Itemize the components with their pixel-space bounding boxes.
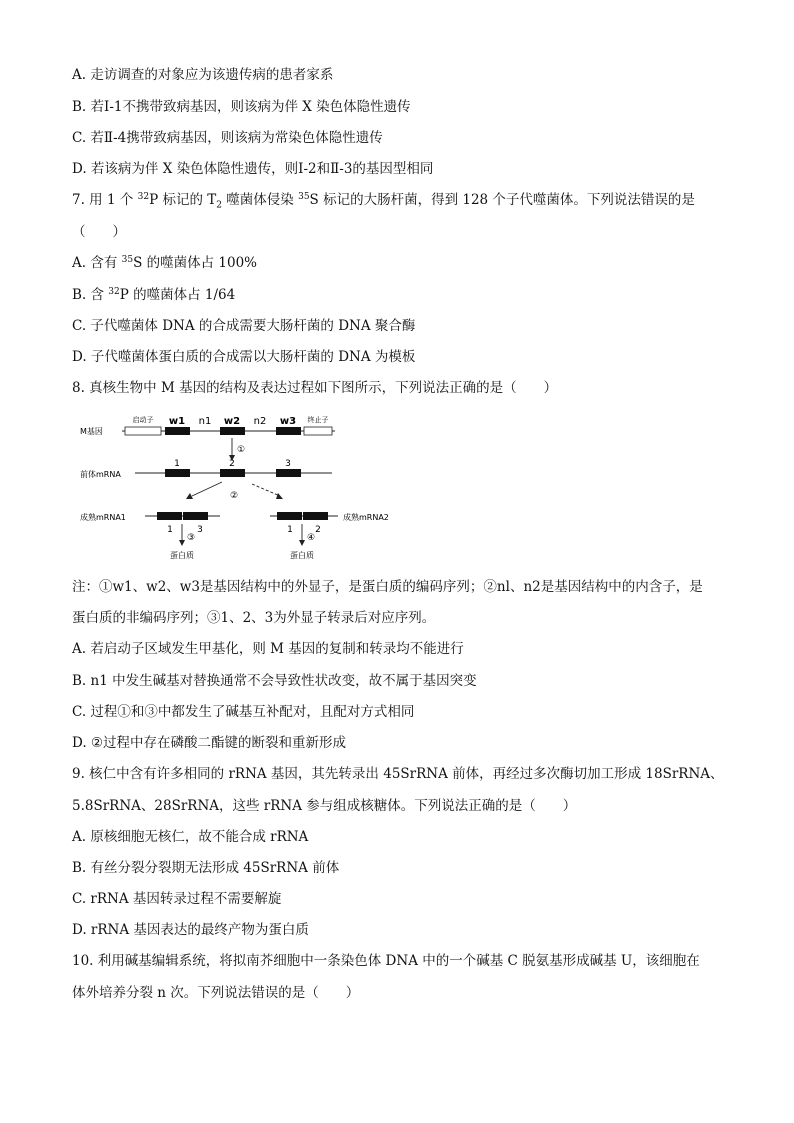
svg-text:3: 3: [197, 525, 203, 535]
protein2-label: 蛋白质: [290, 551, 314, 560]
svg-text:1: 1: [174, 459, 180, 469]
pre-exon-2: [220, 469, 245, 477]
w3-label: w3: [279, 416, 297, 427]
protein1-label: 蛋白质: [170, 551, 194, 560]
q7-option-b: B. 含 $^{32}$P 的噬菌体占 1/64: [72, 287, 236, 303]
promoter-label: 启动子: [132, 416, 154, 424]
q7-answer-paren: （ ）: [72, 224, 126, 240]
q8-note-line2: 蛋白质的非编码序列；③1、2、3为外显子转录后对应序列。: [72, 610, 436, 626]
q6-option-d: D. 若该病为伴 X 染色体隐性遗传，则Ⅰ-2和Ⅱ-3的基因型相同: [72, 161, 434, 177]
q7-option-a: A. 含有 $^{35}$S 的噬菌体占 100%: [72, 255, 258, 271]
q9-option-d: D. rRNA 基因表达的最终产物为蛋白质: [72, 922, 309, 938]
w1-label: w1: [168, 416, 186, 427]
m-gene-label: M基因: [80, 427, 103, 436]
svg-text:3: 3: [285, 459, 291, 469]
promoter-box: [125, 427, 161, 435]
n2-label: n2: [253, 416, 267, 427]
pre-mrna-label: 前体mRNA: [80, 470, 121, 479]
q8-option-d: D. ②过程中存在磷酸二酯键的断裂和重新形成: [72, 735, 347, 751]
exon-w2: [220, 427, 245, 435]
n1-label: n1: [198, 416, 212, 427]
step2-label: ②: [230, 491, 239, 501]
step1-label: ①: [237, 445, 246, 455]
q9-option-a: A. 原核细胞无核仁，故不能合成 rRNA: [72, 829, 309, 845]
w2-label: w2: [223, 416, 241, 427]
q7-option-c: C. 子代噬菌体 DNA 的合成需要大肠杆菌的 DNA 聚合酶: [72, 318, 416, 334]
pre-exon-1: [165, 469, 190, 477]
exon-w1: [165, 427, 190, 435]
step3-label: ③: [187, 533, 196, 543]
q6-option-b: B. 若Ⅰ-1不携带致病基因，则该病为伴 X 染色体隐性遗传: [72, 99, 411, 115]
q9-option-c: C. rRNA 基因转录过程不需要解旋: [72, 891, 282, 907]
svg-text:2: 2: [229, 459, 235, 469]
mature-mrna1-label: 成熟mRNA1: [80, 513, 126, 522]
q8-option-c: C. 过程①和③中都发生了碱基互补配对，且配对方式相同: [72, 704, 415, 720]
q8-option-a: A. 若启动子区域发生甲基化，则 M 基因的复制和转录均不能进行: [72, 641, 464, 657]
q7-option-d: D. 子代噬菌体蛋白质的合成需以大肠杆菌的 DNA 为模板: [72, 349, 416, 365]
step4-label: ④: [307, 533, 316, 543]
mature-mrna2-label: 成熟mRNA2: [343, 513, 389, 522]
q10-stem-line1: 10. 利用碱基编辑系统，将拟南芥细胞中一条染色体 DNA 中的一个碱基 C 脱氨基形成碱基 U，该细胞在: [72, 953, 700, 969]
terminator-box: [304, 427, 332, 435]
q6-option-c: C. 若Ⅱ-4携带致病基因，则该病为常染色体隐性遗传: [72, 130, 383, 146]
q9-stem-line2: 5.8SrRNA、28SrRNA，这些 rRNA 参与组成核糖体。下列说法正确的是（ ）: [72, 798, 577, 814]
q7-stem: 7. 用 1 个 $^{32}$P 标记的 $T_2$ 噬菌体侵染 $^{35}$S 标记的大肠杆菌，得到 128 个子代噬菌体。下列说法错误的是: [72, 192, 695, 211]
q8-stem: 8. 真核生物中 M 基因的结构及表达过程如下图所示，下列说法正确的是（ ）: [72, 380, 558, 396]
q10-stem-line2: 体外培养分裂 n 次。下列说法错误的是（ ）: [72, 985, 360, 1001]
gene-expression-figure: [80, 410, 410, 570]
q9-option-b: B. 有丝分裂分裂期无法形成 45SrRNA 前体: [72, 860, 340, 876]
svg-text:1: 1: [167, 525, 173, 535]
terminator-label: 终止子: [307, 416, 329, 424]
svg-text:2: 2: [315, 525, 321, 535]
q8-note-line1: 注：①w1、w2、w3是基因结构中的外显子，是蛋白质的编码序列；②nl、n2是基因结构中的内含子，是: [72, 579, 703, 595]
exon-w3: [276, 427, 301, 435]
svg-text:1: 1: [287, 525, 293, 535]
q6-option-a: A. 走访调查的对象应为该遗传病的患者家系: [72, 67, 334, 83]
pre-exon-3: [276, 469, 301, 477]
q9-stem-line1: 9. 核仁中含有许多相同的 rRNA 基因，其先转录出 45SrRNA 前体，再经过多次酶切加工形成 18SrRNA、: [72, 766, 724, 782]
q8-option-b: B. n1 中发生碱基对替换通常不会导致性状改变，故不属于基因突变: [72, 673, 477, 689]
